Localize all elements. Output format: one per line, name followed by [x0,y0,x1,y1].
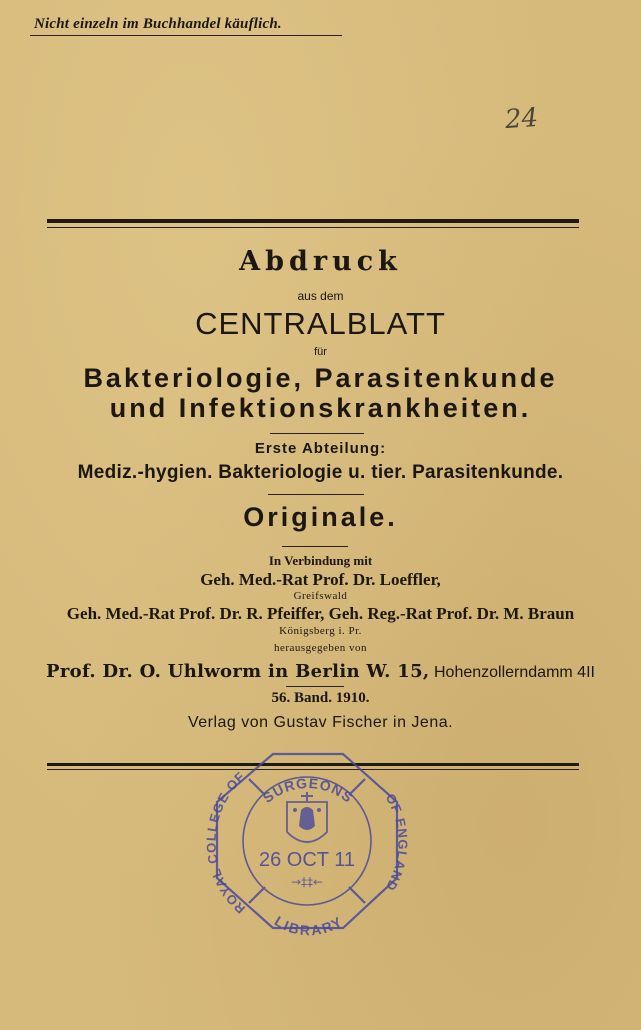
publisher-line: Verlag von Gustav Fischer in Jena. [187,714,454,731]
abdruck-heading: Abdruck [239,246,402,277]
journal-title: CENTRALBLATT [195,306,446,341]
handwritten-number: 24 [503,102,540,136]
editor-place-2: Königsberg i. Pr. [279,625,362,637]
section-title: Mediz.-hygien. Bakteriologie u. tier. Parasitenkunde. [77,462,564,483]
svg-text:OF ENGLAND [383,791,411,894]
svg-text:ROYAL COLLEGE OF [203,768,248,916]
volume-year: 56. Band. 1910. [271,690,370,706]
editor-line-2: Geh. Med.-Rat Prof. Dr. R. Pfeiffer, Geh. Reg.-Rat Prof. Dr. M. Braun [66,604,575,623]
section-label: Erste Abteilung: [254,440,387,457]
editor-line-3-address: Hohenzollerndamm 4II [433,664,595,681]
library-stamp-graphic [203,740,413,940]
in-verbindung-text: In Verbindung mit [268,553,373,568]
divider [282,546,348,547]
top-note: Nicht einzeln im Buchhandel käuflich. [34,16,282,32]
divider [286,686,344,687]
editor-line-3-bold: Prof. Dr. O. Uhlworm in Berlin W. 15, [46,661,430,682]
top-note-underline [30,35,342,36]
library-stamp [203,740,413,940]
stamp-right-text: OF ENGLAND [382,790,411,895]
svg-text:LIBRARY [272,913,346,939]
stamp-date: 26 OCT 11 [259,849,355,871]
top-rule-thin [47,227,579,228]
aus-dem-text: aus dem [297,289,344,303]
editor-line-1: Geh. Med.-Rat Prof. Dr. Loeffler, [200,570,441,589]
stamp-bottom-text: LIBRARY [271,912,347,939]
stamp-left-text: ROYAL COLLEGE OF [203,768,249,917]
herausgegeben-text: herausgegeben von [273,642,368,654]
heraldic-crest-icon [287,792,327,842]
stamp-top-text: SURGEONS [259,774,357,806]
editor-line-3 [0,661,641,682]
originale-heading: Originale. [243,502,398,532]
divider [270,433,364,434]
subject-line-1: Bakteriologie, Parasitenkunde [83,363,558,393]
divider [268,494,364,495]
subject-line-2: und Infektionskrankheiten. [109,393,532,423]
top-rule-thick [47,219,579,223]
fuer-text: für [314,346,327,358]
editor-place-1: Greifswald [293,590,348,602]
stamp-ornament: →‡‡← [290,875,324,889]
